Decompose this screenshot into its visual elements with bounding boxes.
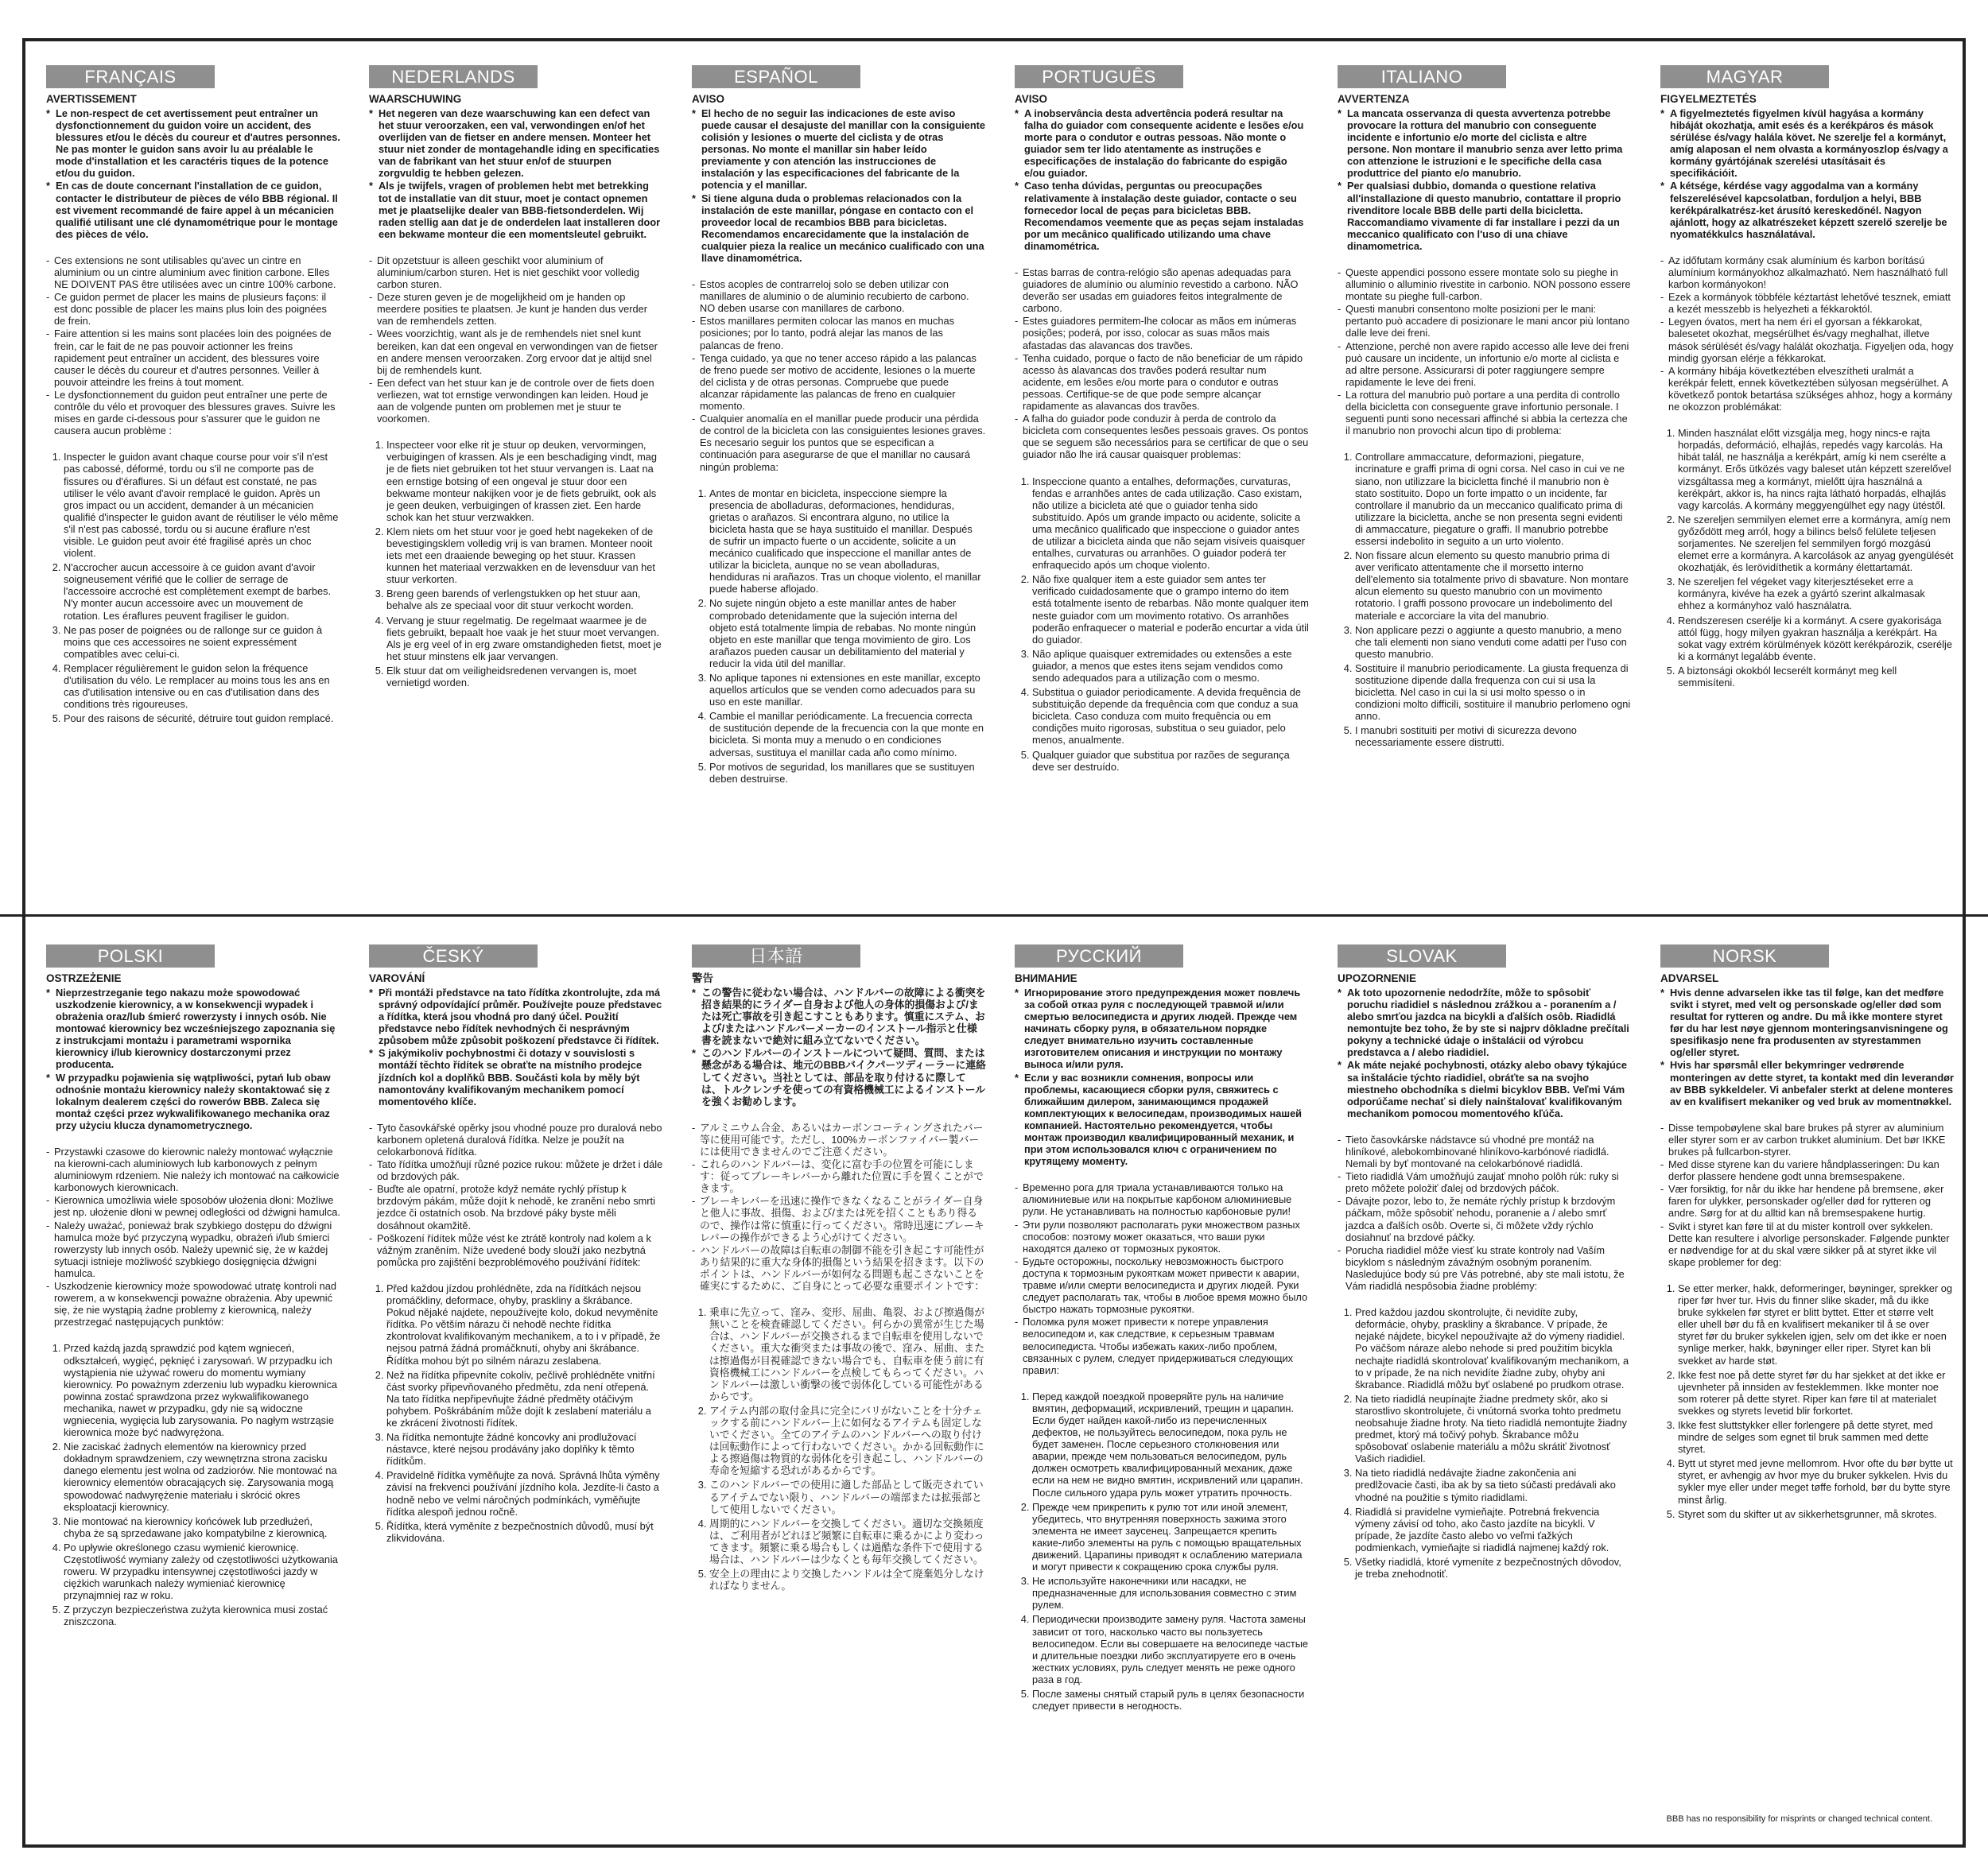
warning-list [1015, 107, 1309, 252]
warning-list [1338, 987, 1632, 1119]
language-title: FRANÇAIS [46, 65, 215, 88]
note-item: - Een defect van het stuur kan je de controle over de fiets doen verliezen, wat tot ernstige verwondingen kan leiden. Houd je aan de volgende punten om problemen met je stuur te voorkomen. [369, 377, 663, 425]
note-item: - これらのハンドルバーは、変化に富む手の位置を可能にします：従ってブレーキレバーから離れた位置に手を置くことができます。 [692, 1158, 986, 1194]
language-title: NEDERLANDS [369, 65, 538, 88]
note-item: - Vær forsiktig, for når du ikke har hendene på bremsene, øker faren for ulykker, personskader og/eller død for rytteren og andre. Sørg for at du alltid kan nå bremsespakene hurtig. [1660, 1183, 1955, 1219]
note-item: - Disse tempobøylene skal bare brukes på styrer av aluminium eller styrer som er av carbon trukket aluminium. Det bør IKKE brukes på fullcarbon-styrer. [1660, 1122, 1955, 1158]
warning-item: * Если у вас возникли сомнения, вопросы или проблемы, касающиеся сборки руля, свяжитесь с ближайшим дилером, занимающимся продажей комплектующих к велосипедам, производимых нашей компанией. Настоятельно рекомендуется, чтобы монтаж производил квалифицированный механик, и при этом использовался ключ с ограничением по крутящему моменту. [1015, 1072, 1309, 1168]
warning-item: * Per qualsiasi dubbio, domanda o questione relativa all'installazione di questo manubrio, contattare il proprio rivenditore locale BBB delle parti della bicicletta. Raccomandiamo vivamente di far installare i pezzi da un meccanico qualificato con l'uso di una chiave dinamometrica. [1338, 180, 1632, 252]
note-item: - Attenzione, perché non avere rapido accesso alle leve dei freni può causare un incidente, un infortunio e/o morte al ciclista e ad altre persone. Assicurarsi di poter raggiungere sempre rapidamente le leve dei freni. [1338, 340, 1632, 388]
language-section [369, 944, 663, 1819]
language-section [1660, 944, 1955, 1819]
instruction-step: 4. Периодически производите замену руля. Частота замены зависит от того, насколько часто вы пользуетесь велосипедом. Если вы совершаете на велосипеде частые и длительные поездки либо эксплуатируете его в очень жестких условиях, руль следует менять не реже одного раза в год. [1032, 1613, 1309, 1685]
note-item: - Tenga cuidado, ya que no tener acceso rápido a las palancas de freno puede ser motivo de accidente, lesiones o la muerte del ciclista y de otras personas. Compruebe que puede alcanzar rápidamente las palancas de freno en cualquier momento. [692, 352, 986, 412]
warning-item: * Hvis har spørsmål eller bekymringer vedrørende monteringen av dette styret, ta kontakt med din leverandør av BBB sykkeldeler. Vi anbefaler sterkt at delene monteres av en kvalifisert mekaniker og ved bruk av momentnøkkel. [1660, 1059, 1955, 1107]
note-item: - Estos manillares permiten colocar las manos en muchas posiciones; por lo tanto, podrá alejar las manos de las palancas de freno. [692, 315, 986, 351]
warning-list [46, 107, 340, 240]
instruction-steps [692, 487, 986, 785]
instruction-step: 3. Na tieto riadidlá nedávajte žiadne zakončenia ani predlžovacie časti, iba ak by sa tieto súčasti predávali ako vhodné na použitie s týmito riadidlami. [1355, 1467, 1632, 1503]
note-item: - Ezek a kormányok többféle kéztartást lehetővé tesznek, emiatt a kezét messzebb is helyezheti a fékkaroktól. [1660, 291, 1955, 315]
instruction-step: 3. Non applicare pezzi o aggiunte a questo manubrio, a meno che tali elementi non siano venduti come adatti per l'uso con questo manubrio. [1355, 624, 1632, 660]
warning-heading: VAROVÁNÍ [369, 972, 425, 984]
note-item: - Tenha cuidado, porque o facto de não beneficiar de um rápido acesso às alavancas dos travões poderá resultar num acidente, em lesões e/ou morte para o condutor e outras pessoas. Certifique-se de que pode sempre alcançar rapidamente as alavancas dos travões. [1015, 352, 1309, 412]
instruction-steps [46, 1342, 340, 1627]
language-section [1338, 944, 1632, 1819]
warning-item: * El hecho de no seguir las indicaciones de este aviso puede causar el desajuste del manillar con la consiguiente colisión y lesiones o muerte del ciclista y de otras personas. No monte el manillar sin haber leído previamente y con atención las instrucciones de instalación y las especificaciones del fabricante de la potencia y el manillar. [692, 107, 986, 192]
note-item: - Tieto časovkárske nádstavce sú vhodné pre montáž na hliníkové, alebokombinované hliníkovo-karbónové riadidlá. Nemali by byť montované na celokarbónové riadidlá. [1338, 1134, 1632, 1169]
bottom-language-row [46, 944, 1955, 1819]
instruction-step: 1. Před každou jízdou prohlédněte, zda na řídítkách nejsou promáčkliny, deformace, ohyby, praskliny a škrábance. Pokud nějaké najdete, nepoužívejte kolo, dokud nevyměníte řídítka. Po větším nárazu či nehodě nechte řídítka zkontrolovat kvalifikovaným mechanikem, a to i v případě, že nejsou patrná žádná promáčknutí, ohyby ani škrábance. Řídítka mohou být po silném nárazu zeslabena. [386, 1282, 663, 1367]
instruction-steps [692, 1306, 986, 1592]
notes-list [1338, 266, 1632, 436]
note-item: - Wees voorzichtig, want als je de remhendels niet snel kunt bereiken, kan dat een ongeval en verwondingen van de fietser en andere mensen veroorzaken. Zorg ervoor dat je altijd snel bij de remhendels kunt. [369, 328, 663, 375]
warning-item: * Caso tenha dúvidas, perguntas ou preocupações relativamente à instalação deste guiador, contacte o seu fornecedor local de peças para bicicletas BBB. Recomendamos veemente que as peças sejam instaladas por um mecânico qualificado utilizando uma chave dinamométrica. [1015, 180, 1309, 252]
warning-heading: AVISO [692, 92, 725, 105]
note-item: - Cualquier anomalía en el manillar puede producir una pérdida de control de la bicicleta con las consiguientes lesiones graves. Es necesario seguir los puntos que se especifican a continuación para asegurarse de que el manillar no causará ningún problema: [692, 413, 986, 472]
note-item: - Tato řídítka umožňují různé pozice rukou: můžete je držet i dále od brzdových pák. [369, 1158, 663, 1182]
warning-item: * Le non-respect de cet avertissement peut entraîner un dysfonctionnement du guidon voire un accident, des blessures et/ou le décès du coureur et d'autres personnes. Ne pas monter le guidon sans avoir lu au préalable le mode d'installation et les caractéris tiques de la potence et/ou du guidon. [46, 107, 340, 180]
instruction-step: 2. Na tieto riadidlá neupínajte žiadne predmety skôr, ako si starostlivo skontrolujete, či vnútorná svorka tohto predmetu neobsahuje žiadne hroty. Na tieto riadidlá nemontujte žiadny predmet, ktorý má točivý pohyb. Škrabance môžu spôsobovať oslabenie materiálu a môžu skrátiť životnosť Vašich riadidiel. [1355, 1393, 1632, 1465]
instruction-steps [1660, 1282, 1955, 1520]
instruction-step: 1. Antes de montar en bicicleta, inspeccione siempre la presencia de abolladuras, deformaciones, hendiduras, grietas o arañazos. Si encontrara alguno, no utilice la bicicleta hasta que se haya sustituido el manillar. Después de sufrir un impacto fuerte o un accidente, solicite a un mecánico cualificado que inspeccione el manillar antes de utilizar la bicicleta, aunque no se vean abolladuras, hendiduras ni arañazos. Tras un choque violento, el manillar puede haberse aflojado. [709, 487, 986, 595]
note-item: - Estas barras de contra-relógio são apenas adequadas para guiadores de alumínio ou alumínio revestido a carbono. NÃO deverão ser usadas em guiadores feitos integralmente de carbono. [1015, 266, 1309, 314]
instruction-step: 3. Не используйте наконечники или насадки, не предназначенные для использования совместно с этим рулем. [1032, 1575, 1309, 1611]
instruction-steps [1338, 1306, 1632, 1580]
note-item: - A kormány hibája következtében elveszítheti uralmát a kerékpár felett, ennek következtében súlyosan megsérülhet. A következő pontok betartása szükséges ahhoz, hogy a kormány ne okozzon problémákat: [1660, 365, 1955, 413]
warning-item: * Při montáži představce na tato řídítka zkontrolujte, zda má správný odpovídající průměr. Používejte pouze představec a řídítka, která jsou vhodná pro daný účel. Použití představce nebo řídítek nevhodných či nesprávným způsobem může způsobit poškození představce či řídítek. [369, 987, 663, 1046]
instruction-step: 1. Inspeccione quanto a entalhes, deformações, curvaturas, fendas e arranhões antes de cada utilização. Caso existam, não utilize a bicicleta até que o guiador tenha sido substituído. Após um grande impacto ou acidente, solicite a uma mecânico qualificado que inspeccione o guiador antes de utilizar a bicicleta ainda que não sejam visíveis quaisquer entalhes, curvaturas ou arranhões. O guiador poderá ter enfraquecido após um choque violento. [1032, 475, 1309, 572]
note-item: - Эти рули позволяют располагать руки множеством разных способов: поэтому может оказаться, что ваши руки находятся далеко от тормозных рукояток. [1015, 1219, 1309, 1255]
language-section [1015, 65, 1309, 884]
warning-item: * Het negeren van deze waarschuwing kan een defect van het stuur veroorzaken, een val, verwondingen en/of het overlijden van de fietser en andere mensen. Monteer het stuur niet zonder de montagehandle iding en specificaties van de fabrikant van het stuur en/of de stuurpen zorgvuldig te hebben gelezen. [369, 107, 663, 180]
language-section [692, 944, 986, 1819]
instruction-step: 5. Styret som du skifter ut av sikkerhetsgrunner, må skrotes. [1678, 1508, 1955, 1520]
warning-item: * A figyelmeztetés figyelmen kívül hagyása a kormány hibáját okozhatja, amit esés és a kerékpáros és mások sérülése és/vagy halála követ. Ne szerelje fel a kormányt, amíg alaposan el nem olvasta a kormányoszlop és/vagy a kormány gyártójának szerelési utasításait és specifikációit. [1660, 107, 1955, 180]
instruction-step: 5. I manubri sostituiti per motivi di sicurezza devono necessariamente essere distrutti. [1355, 724, 1632, 748]
note-item: - A falha do guiador pode conduzir à perda de controlo da bicicleta com consequentes lesões pessoais graves. Os pontos que se seguem são necessários para se certificar de que o seu guiador não lhe irá causar quaisquer problemas: [1015, 413, 1309, 460]
language-title: POLSKI [46, 944, 215, 968]
warning-item: * この警告に従わない場合は、ハンドルバーの故障による衝突を招き結果的にライダー自身および他人の身体的損傷および/または死亡事故を引き起こすこともあります。慎重にステム、および/またはハンドルバーメーカーのインストール指示と仕様書を読まないで絶対に組み立てないでください。 [692, 987, 986, 1046]
language-title: ITALIANO [1338, 65, 1506, 88]
instruction-step: 3. このハンドルバーでの使用に適した部品として販売されているアイテムでない限り、ハンドルバーの端部または拡張部として使用しないでください。 [709, 1479, 986, 1515]
note-item: - Поломка руля может привести к потере управления велосипедом и, как следствие, к серьезным травмам велосипедиста. Чтобы избежать каких-либо проблем, связанных с рулем, следует придерживаться следующих правил: [1015, 1316, 1309, 1375]
instruction-step: 5. Pour des raisons de sécurité, détruire tout guidon remplacé. [64, 712, 340, 724]
section-divider [0, 914, 1988, 917]
language-section [692, 65, 986, 884]
instruction-steps [1660, 427, 1955, 688]
note-item: - Svikt i styret kan føre til at du mister kontroll over sykkelen. Dette kan resultere i alvorlige personskader. Følgende punkter er nødvendige for at du skal være sikker på at styret ikke vil skape problemer for deg: [1660, 1220, 1955, 1268]
instruction-step: 4. Pravidelně řídítka vyměňujte za nová. Správná lhůta výměny závisí na frekvenci používání jízdního kola. Jezdíte-li často a hodně nebo ve velmi náročných podmínkách, vyměňujte řídítka alespoň jednou ročně. [386, 1469, 663, 1517]
warning-item: * Игнорирование этого предупреждения может повлечь за собой отказ руля с последующей травмой и/или смертью велосипедиста и других людей. Прежде чем начинать сборку руля, в обязательном порядке следует внимательно изучить составленные изготовителем описания и инструкции по монтажу выноса и/или руля. [1015, 987, 1309, 1071]
language-title: PORTUGUÊS [1015, 65, 1183, 88]
notes-list [369, 254, 663, 425]
instruction-step: 3. Nie montować na kierownicy końcówek lub przedłużeń, chyba że są sprzedawane jako kompatybilne z kierownicą. [64, 1515, 340, 1539]
instruction-step: 2. Não fixe qualquer item a este guiador sem antes ter verificado cuidadosamente que o grampo interno do item está totalmente isento de rebarbas. Não monte qualquer item neste guiador com um movimento rotativo. Os arranhões poderão enfraquecer o material e poderão encurtar a vida útil do guiador. [1032, 573, 1309, 646]
note-item: - Tieto riadidlá Vám umožňujú zaujať mnoho polôh rúk: ruky si preto môžete položiť ďalej od brzdových páčok. [1338, 1170, 1632, 1194]
note-item: - ハンドルバーの故障は自転車の制御不能を引き起こす可能性があり結果的に重大な身体的損傷という結果を招きます。以下のポイントは、ハンドルバーが如何なる問題も起こさないことを確実にするために、ご自身にとって必要な重要ポイントです： [692, 1244, 986, 1292]
warning-item: * Ak toto upozornenie nedodržíte, môže to spôsobiť poruchu riadidiel s následnou zrážkou a - poranením a / alebo smrťou jazdca na bicykli a ďalších osôb. Riadidlá nemontujte bez toho, že by ste si najprv dôkladne prečítali pokyny a technické údaje o inštalácii od výrobcu predstavca a / alebo riadidiel. [1338, 987, 1632, 1059]
warning-item: * このハンドルバーのインストールについて疑問、質問、または懸念がある場合は、地元のBBBバイクパーツディーラーに連絡してください。当社としては、部品を取り付けるに際しては、トルクレンチを使っての有資格機械工によるインストールを強くお勧めします。 [692, 1047, 986, 1107]
instruction-step: 2. アイテム内部の取付金具に完全にバリがないことを十分チェックする前にハンドルバー上に如何なるアイテムも固定しないでください。全てのアイテムのハンドルバーへの取り付けは回転動作によって行わないでください。かかる回転動作による擦過傷は物質的な弱体化を引き起こし、ハンドルバーの寿命を短縮する恐れがあるからです。 [709, 1405, 986, 1477]
instruction-step: 3. Não aplique quaisquer extremidades ou extensões a este guiador, a menos que estes itens sejam vendidos como sendo adequados para a utilização com o mesmo. [1032, 648, 1309, 684]
note-item: - Questi manubri consentono molte posizioni per le mani: pertanto può accadere di posizionare le mani ancor più lontano dalle leve dei freni. [1338, 303, 1632, 339]
language-title: NORSK [1660, 944, 1829, 968]
notes-list [1015, 1181, 1309, 1376]
instruction-step: 5. Qualquer guiador que substitua por razões de segurança deve ser destruído. [1032, 749, 1309, 773]
instruction-step: 5. Řídítka, která vyměníte z bezpečnostních důvodů, musí být zlikvidována. [386, 1520, 663, 1544]
warning-list [692, 987, 986, 1107]
note-item: - Tyto časovkářské opěrky jsou vhodné pouze pro duralová nebo karbonem opletená duralová řídítka. Nelze je použít na celokarbonová řídítka. [369, 1122, 663, 1158]
note-item: - Legyen óvatos, mert ha nem éri el gyorsan a fékkarokat, balesetet okozhat, megsérülhet és/vagy meghalhat, illetve mások sérülését és/vagy halálát okozhatja. Figyeljen oda, hogy mindig gyorsan elérje a fékkarokat. [1660, 316, 1955, 363]
warning-list [369, 107, 663, 240]
warning-heading: ADVARSEL [1660, 972, 1719, 984]
instruction-step: 4. Cambie el manillar periódicamente. La frecuencia correcta de sustitución depende de la frecuencia con la que monte en bicicleta. Si monta muy a menudo o en condiciones adversas, sustituya el manillar cada año como mínimo. [709, 710, 986, 758]
instruction-steps [369, 1282, 663, 1544]
note-item: - Dit opzetstuur is alleen geschikt voor aluminium of aluminium/carbon sturen. Het is niet geschikt voor volledig carbon sturen. [369, 254, 663, 290]
warning-list [46, 987, 340, 1131]
note-item: - Porucha riadidiel môže viesť ku strate kontroly nad Vaším bicyklom s následným závažným osobným poranením. Nasledujúce body sú pre Vás potrebné, aby ste mali istotu, že Vám riadidlá nespôsobia žiadne problémy: [1338, 1244, 1632, 1292]
language-title: ČESKÝ [369, 944, 538, 968]
instruction-step: 5. Elk stuur dat om veiligheidsredenen vervangen is, moet vernietigd worden. [386, 665, 663, 688]
instruction-steps [1015, 475, 1309, 773]
language-section [369, 65, 663, 884]
instruction-step: 2. Nie zaciskać żadnych elementów na kierownicy przed dokładnym sprawdzeniem, czy wewnętrzna strona zacisku danego elementu jest wolna od zadziorów. Nie montować na kierownicy elementów obracających się. Zarysowania mogą spowodować nadwyrężenie materiału i skrócić okres eksploatacji kierownicy. [64, 1441, 340, 1513]
instruction-step: 2. Klem niets om het stuur voor je goed hebt nagekeken of de bevestigingsklem volledig vrij is van bramen. Monteer nooit iets met een draaiende beweging op het stuur. Krassen kunnen het materiaal verzwakken en de levensduur van het stuur verkorten. [386, 526, 663, 585]
instruction-step: 4. Rendszeresen cserélje ki a kormányt. A csere gyakorisága attól függ, hogy milyen gyakran használja a kerékpárt. Ha sokat vagy extrém körülmények között kerékpározik, cserélje ki a kormányt legalább évente. [1678, 615, 1955, 662]
instruction-step: 2. No sujete ningún objeto a este manillar antes de haber comprobado detenidamente que la sujeción interna del objeto está totalmente limpia de rebabas. No monte ningún objeto en este manillar que tenga movimiento de giro. Los arañazos pueden causar un debilitamiento del material y reducir la vida útil del manillar. [709, 597, 986, 669]
warning-heading: FIGYELMEZTETÉS [1660, 92, 1757, 105]
warning-heading: UPOZORNENIE [1338, 972, 1417, 984]
instruction-step: 4. Substitua o guiador periodicamente. A devida frequência de substituição depende da frequência com que conduz a sua bicicleta. Caso conduza com muito frequência ou em condições muito rigorosas, substitua o seu guiador, pelo menos, anualmente. [1032, 686, 1309, 746]
instruction-step: 2. Non fissare alcun elemento su questo manubrio prima di aver verificato attentamente che il morsetto interno dell'elemento sia totalmente privo di sbavature. Non montare alcun elemento su questo manubrio con un movimento rotatorio. I graffi possono provocare un indebolimento del materiale e accorciare la vita del manubrio. [1355, 549, 1632, 622]
instruction-step: 4. Riadidlá si pravidelne vymieňajte. Potrebná frekvencia výmeny závisí od toho, ako často jazdíte na bicykli. V prípade, že jazdíte často alebo vo veľmi ťažkých podmienkach, vymieňajte si riadidlá najmenej každý rok. [1355, 1506, 1632, 1553]
instruction-step: 5. 安全上の理由により交換したハンドルは全て廃棄処分しなければなりません。 [709, 1568, 986, 1592]
instruction-step: 3. Ne pas poser de poignées ou de rallonge sur ce guidon à moins que ces accessoires ne soient expressément compatibles avec celui-ci. [64, 624, 340, 660]
footer-disclaimer: BBB has no responsibility for misprints or changed technical content. [1666, 1814, 1932, 1824]
note-item: - アルミニウム合金、あるいはカーボンコーティングされたバー等に使用可能です。ただし、100%カーボンファイバー製バーには使用できませんのでご注意ください。 [692, 1122, 986, 1158]
instruction-steps [46, 451, 340, 724]
note-item: - Dávajte pozor, lebo to, že nemáte rýchly prístup k brzdovým páčkam, môže spôsobiť nehodu, poranenie a / alebo smrť jazdca a ďalších osôb. Overte si, či môžete vždy rýchlo dosiahnuť na brzdové páčky. [1338, 1195, 1632, 1243]
notes-list [692, 1122, 986, 1292]
language-title: 日本語 [692, 944, 860, 968]
instruction-step: 4. Bytt ut styret med jevne mellomrom. Hvor ofte du bør bytte ut styret, er avhengig av hvor mye du bruker sykkelen. Hvis du sykler mye eller under meget tøffe forhold, bør du bytte styre minst årlig. [1678, 1457, 1955, 1505]
instruction-step: 1. Minden használat előtt vizsgálja meg, hogy nincs-e rajta horpadás, deformáció, elhajlás, repedés vagy karcolás. Ha hibát talál, ne használja a kerékpárt, amíg ki nem cserélte a kormányt. Erős ütközés vagy baleset után képzett szerelővel vizsgáltassa meg a kormányt, mielőtt újra használná a kerékpárt, akkor is, ha nincs rajta látható horpadás, elhajlás vagy karcolás. A kormány meggyengülhet egy nagy ütéstől. [1678, 427, 1955, 511]
warning-list [369, 987, 663, 1107]
instruction-step: 2. N'accrocher aucun accessoire à ce guidon avant d'avoir soigneusement vérifié que le collier de serrage de l'accessoire accroché est complètement exempt de barbes. N'y monter aucun accessoire avec un mouvement de rotation. Les éraflures peuvent fragiliser le guidon. [64, 561, 340, 621]
warning-list [1338, 107, 1632, 252]
instruction-step: 1. Inspecter le guidon avant chaque course pour voir s'il n'est pas cabossé, déformé, tordu ou s'il ne comporte pas de fissures ou d'éraflures. Si un défaut est constaté, ne pas utiliser le vélo avant d'avoir remplacé le guidon. Après un gros impact ou un accident, demander à un mécanicien qualifié d'inspecter le guidon avant de réutiliser le vélo même s'il n'est pas cabossé, tordu ou si aucune éraflure n'est visible. Le guidon peut avoir été fragilisé après un choc violent. [64, 451, 340, 559]
warning-list [1015, 987, 1309, 1167]
top-language-row [46, 65, 1955, 884]
notes-list [46, 1146, 340, 1328]
instruction-step: 5. Z przyczyn bezpieczeństwa zużyta kierownica musi zostać zniszczona. [64, 1604, 340, 1627]
warning-heading: AVERTISSEMENT [46, 92, 137, 105]
warning-list [1660, 107, 1955, 240]
warning-item: * A kétsége, kérdése vagy aggodalma van a kormány felszerelésével kapcsolatban, forduljon a helyi, BBB kerékpáralkatrész-ket árusító kereskedőnél. Nagyon ajánlott, hogy az alkatrészeket képzett szerelő szerelje be nyomatékkulcs használatával. [1660, 180, 1955, 239]
language-section [46, 65, 340, 884]
note-item: - Estos acoples de contrarreloj solo se deben utilizar con manillares de aluminio o de aluminio recubierto de carbono. NO deben usarse con manillares de carbono. [692, 278, 986, 314]
instruction-step: 3. No aplique tapones ni extensiones en este manillar, excepto aquellos artículos que se venden como adecuados para su uso en este manillar. [709, 672, 986, 708]
language-section [1015, 944, 1309, 1819]
warning-list [692, 107, 986, 264]
instruction-step: 2. Прежде чем прикрепить к рулю тот или иной элемент, убедитесь, что внутренняя поверхность зажима этого элемента не имеет заусенец. Запрещается крепить какие-либо элементы на руль с помощью вращательных движений. Царапины приводят к ослаблению материала и могут привести к сокращению срока службы руля. [1032, 1501, 1309, 1573]
notes-list [1660, 1122, 1955, 1268]
note-item: - Faire attention si les mains sont placées loin des poignées de frein, car le fait de ne pas pouvoir actionner les freins rapidement peut entraîner un accident, des blessures voire causer le décès du coureur et d'autres personnes. Veiller à pouvoir atteindre les freins à tout moment. [46, 328, 340, 387]
warning-heading: OSTRZEŻENIE [46, 972, 122, 984]
instruction-step: 4. 周期的にハンドルバーを交換してください。適切な交換頻度は、ご利用者がどれほど頻繁に自転車に乗るかにより変わってきます。頻繁に乗る場合もしくは過酷な条件下で使用する場合は、ハンドルバーは少なくとも毎年交換してください。 [709, 1518, 986, 1565]
notes-list [46, 254, 340, 436]
language-section [1338, 65, 1632, 884]
instruction-steps [1338, 451, 1632, 748]
note-item: - Будьте осторожны, поскольку невозможность быстрого доступа к тормозным рукояткам может привести к аварии, травме и/или смерти велосипедиста и других людей. Руки следует располагать так, чтобы в любое время можно было быстро нажать тормозные рукоятки. [1015, 1255, 1309, 1315]
warning-list [1660, 987, 1955, 1107]
note-item: - Estes guiadores permitem-lhe colocar as mãos em inúmeras posições; poderá, por isso, colocar as suas mãos mais afastadas das alavancas dos travões. [1015, 315, 1309, 351]
warning-item: * Ak máte nejaké pochybnosti, otázky alebo obavy týkajúce sa inštalácie týchto riadidiel, obráťte sa na svojho miestneho obchodníka s dielmi bicyklov BBB. Veľmi Vám odporúčame nechať si diely nainštalovať kvalifikovaným mechanikom pomocou momentového kľúča. [1338, 1059, 1632, 1119]
instruction-step: 4. Remplacer régulièrement le guidon selon la fréquence d'utilisation du vélo. Le remplacer au moins tous les ans en cas d'utilisation intensive ou en cas d'utilisation dans des conditions très rigoureuses. [64, 662, 340, 710]
instruction-steps [1015, 1390, 1309, 1712]
instruction-step: 3. Na řídítka nemontujte žádné koncovky ani prodlužovací nástavce, které nejsou prodávány jako doplňky k těmto řídítkům. [386, 1431, 663, 1467]
warning-heading: ВНИМАНИЕ [1015, 972, 1077, 984]
instruction-step: 4. Vervang je stuur regelmatig. De regelmaat waarmee je de fiets gebruikt, bepaalt hoe vaak je het stuur moet vervangen. Als je erg veel of in erg zware omstandigheden fietst, moet je het stuur minstens elk jaar vervangen. [386, 615, 663, 662]
warning-item: * S jakýmikoliv pochybnostmi či dotazy v souvislosti s montáží těchto řídítek se obraťte na místního prodejce jízdních kol a doplňků BBB. Součásti kola by měly být namontovány kvalifikovaným mechanikem pomocí momentového klíče. [369, 1047, 663, 1107]
note-item: - Przystawki czasowe do kierownic należy montować wyłącznie na kierowni-cach aluminiowych lub karbonowych z pełnym aluminiowym rdzeniem. Nie należy ich montować na całkowicie karbonowych kierownicach. [46, 1146, 340, 1193]
instruction-step: 5. После замены снятый старый руль в целях безопасности следует привести в негодность. [1032, 1688, 1309, 1712]
language-section [46, 944, 340, 1819]
note-item: - Временно рога для триала устанавливаются только на алюминиевые или на покрытые карбоном алюминиевые рули. Не устанавливать на полностью карбоновые рули! [1015, 1181, 1309, 1217]
warning-item: * La mancata osservanza di questa avvertenza potrebbe provocare la rottura del manubrio con conseguente incidente e infortunio e/o morte del ciclista e altre persone. Non montare il manubrio senza aver letto prima con attenzione le istruzioni e le specifiche della casa produttrice del pianto e/o manubrio. [1338, 107, 1632, 180]
warning-item: * A inobservância desta advertência poderá resultar na falha do guiador com consequente acidente e lesões e/ou morte para o condutor e outras pessoas. Não monte o guiador sem ter lido atentamente as instruções e especificações de instalação do fabricante do espigão e/ou guiador. [1015, 107, 1309, 180]
instruction-step: 1. Controllare ammaccature, deformazioni, piegature, incrinature e graffi prima di ogni corsa. Nel caso in cui ve ne siano, non utilizzare la bicicletta finché il manubrio non è stato sostituito. Dopo un forte impatto o un incidente, far controllare il manubrio da un meccanico qualificato prima di utilizzare la bicicletta, anche se non presenta segni evidenti di ammaccature, piegature o graffi. Il manubrio potrebbe essersi indebolito in seguito a un urto violento. [1355, 451, 1632, 547]
instruction-step: 4. Po upływie określonego czasu wymienić kierownicę. Częstotliwość wymiany zależy od częstotliwości użytkowania roweru. W przypadku intensywnej częstotliwości jazdy w ciężkich warunkach należy wymieniać kierownicę przynajmniej raz w roku. [64, 1542, 340, 1601]
language-title: ESPAÑOL [692, 65, 860, 88]
note-item: - Az időfutam kormány csak alumínium és karbon borítású alumínium kormányokhoz alkalmazható. Nem használható full karbon kormányokon! [1660, 254, 1955, 290]
instruction-step: 3. Breng geen barends of verlengstukken op het stuur aan, behalve als ze speciaal voor dit stuur verkocht worden. [386, 588, 663, 611]
note-item: - Queste appendici possono essere montate solo su pieghe in alluminio o alluminio rivestite in carbonio. NON possono essere montate su pieghe full-carbon. [1338, 266, 1632, 302]
instruction-step: 1. Pred každou jazdou skontrolujte, či nevidíte zuby, deformácie, ohyby, praskliny a škrabance. V prípade, že nejaké nájdete, bicykel nepoužívajte až do výmeny riadidiel. Po väčšom náraze alebo nehode si pred použitím bicykla nechajte riadidlá skontrolovať kvalifikovaným mechanikom, a to v prípade, že na nich nevidíte žiadne zuby, ohyby ani škrabance. Riadidlá môžu byť oslabené po prudkom otrase. [1355, 1306, 1632, 1390]
instruction-step: 1. Przed każdą jazdą sprawdzić pod kątem wgnieceń, odkształceń, wygięć, pęknięć i zarysowań. W przypadku ich wystąpienia nie używać roweru do momentu wymiany kierownicy. Po poważnym zderzeniu lub wypadku kierownica powinna zostać sprawdzona przez wykwalifikowanego mechanika, nawet w przypadku, gdy nie są widoczne wgniecenia, wygięcia lub zarysowania. Po nagłym wstrząsie kierownica może być nadwyrężona. [64, 1342, 340, 1438]
warning-heading: WAARSCHUWING [369, 92, 462, 105]
note-item: - Należy uważać, ponieważ brak szybkiego dostępu do dźwigni hamulca może być przyczyną wypadku, obrażeń i/lub śmierci rowerzysty lub innych osób. Należy upewnić się, że w każdej sytuacji istnieje możliwość szybkiego dosięgnięcia dźwigni hamulca. [46, 1220, 340, 1279]
instruction-step: 5. Por motivos de seguridad, los manillares que se sustituyen deben destruirse. [709, 761, 986, 785]
instruction-steps [369, 439, 663, 688]
warning-item: * Hvis denne advarselen ikke tas til følge, kan det medføre svikt i styret, med velt og personskade og/eller død som resultat for rytteren og andre. Du må ikke montere styret før du har lest nøye gjennom monteringsanvisningene og spesifikasjo nene fra produsenten av styrestammen og/eller styret. [1660, 987, 1955, 1059]
note-item: - Deze sturen geven je de mogelijkheid om je handen op meerdere posities te plaatsen. Je kunt je handen dus verder van de remhendels zetten. [369, 291, 663, 327]
warning-item: * Si tiene alguna duda o problemas relacionados con la instalación de este manillar, póngase en contacto con el proveedor local de recambios BBB para bicicletas. Recomendamos encarecidamente que la instalación de cualquier pieza la realice un mecánico cualificado con una llave dinamométrica. [692, 192, 986, 265]
warning-item: * Als je twijfels, vragen of problemen hebt met betrekking tot de installatie van dit stuur, moet je contact opnemen met je plaatselijke dealer van BBB-fietsonderdelen. Wij raden stellig aan dat je de onderdelen laat installeren door een bekwame monteur die een momentsleutel gebruikt. [369, 180, 663, 239]
instruction-step: 2. Ne szereljen semmilyen elemet erre a kormányra, amíg nem győződött meg arról, hogy a bilincs belső felülete teljesen sorjamentes. Ne szereljen fel semmilyen forgó mozgású elemet erre a kormányra. A karcolások az anyag gyengülését okozhatják, és lerövidíthetik a kormány élettartamát. [1678, 514, 1955, 573]
note-item: - Buďte ale opatrní, protože když nemáte rychlý přístup k brzdovým pákám, může dojít k nehodě, ke zranění nebo smrti jezdce či ostatních osob. Na brzdové páky byste měli dosáhnout okamžitě. [369, 1183, 663, 1231]
language-title: SLOVAK [1338, 944, 1506, 968]
warning-item: * W przypadku pojawienia się wątpliwości, pytań lub obaw odnośnie montażu kierownicy należy skontaktować się z lokalnym dealerem części do rowerów BBB. Zaleca się montaż części przez wykwalifikowanego mechanika oraz przy użyciu klucza dynamometrycznego. [46, 1072, 340, 1131]
instruction-step: 3. Ikke fest sluttstykker eller forlengere på dette styret, med mindre de selges som egnet til bruk sammen med dette styret. [1678, 1419, 1955, 1455]
language-section [1660, 65, 1955, 884]
instruction-step: 2. Ikke fest noe på dette styret før du har sjekket at det ikke er ujevnheter på innsiden av festeklemmen. Ikke monter noe som roterer på dette styret. Riper kan føre til at materialet svekkes og styrets levetid blir forkortet. [1678, 1369, 1955, 1417]
warning-heading: AVISO [1015, 92, 1048, 105]
instruction-step: 4. Sostituire il manubrio periodicamente. La giusta frequenza di sostituzione dipende dalla frequenza con cui si usa la bicicletta. Nel caso in cui la si usi molto spesso o in condizioni molto difficili, sostituire il manubrio perlomeno ogni anno. [1355, 662, 1632, 722]
note-item: - Poškození řídítek může vést ke ztrátě kontroly nad kolem a k vážným zraněním. Níže uvedené body slouží jako nezbytná pomůcka pro zajištění bezproblémového používání řídítek: [369, 1232, 663, 1268]
instruction-step: 2. Než na řídítka připevníte cokoliv, pečlivě prohlédněte vnitřní část svorky připevňovaného předmětu, zda není otřepená. Na tato řídítka nepřipevňujte žádné předměty otáčivým pohybem. Poškrábáním může dojít k zeslabení materiálu a ke zkrácení životnosti řídítek. [386, 1369, 663, 1429]
instruction-step: 5. Všetky riadidlá, ktoré vymeníte z bezpečnostných dôvodov, je treba znehodnotiť. [1355, 1556, 1632, 1580]
notes-list [1015, 266, 1309, 461]
warning-heading: 警告 [692, 972, 713, 984]
note-item: - Med disse styrene kan du variere håndplasseringen: Du kan derfor plassere hendene godt unna bremsespakene. [1660, 1158, 1955, 1182]
note-item: - Le dysfonctionnement du guidon peut entraîner une perte de contrôle du vélo et provoquer des blessures graves. Suivre les mises en garde ci-dessous pour s'assurer que le guidon ne causera aucun problème : [46, 389, 340, 436]
note-item: - Ce guidon permet de placer les mains de plusieurs façons: il est donc possible de placer les mains plus loin des poignées de frein. [46, 291, 340, 327]
instruction-step: 1. Inspecteer voor elke rit je stuur op deuken, vervormingen, verbuigingen of krassen. Als je een beschadiging vindt, mag je de fiets niet gebruiken tot het stuur vervangen is. Laat na een ernstige botsing of een ongeval je stuur door een bekwame monteur nakijken voor je de fiets gebruikt, ook als je geen deuken, verbuigingen of krassen ziet. Een harde schok kan het stuur verzwakken. [386, 439, 663, 523]
notes-list [692, 278, 986, 473]
notes-list [1338, 1134, 1632, 1292]
instruction-step: 1. Перед каждой поездкой проверяйте руль на наличие вмятин, деформаций, искривлений, трещин и царапин. Если будет найден какой-либо из перечисленных дефектов, не пользуйтесь велосипедом, пока руль не будет заменен. После серьезного столкновения или аварии, прежде чем пользоваться велосипедом, руль должен осмотреть квалифицированный механик, даже если на нем не видно вмятин, искривлений или царапин. После сильного удара руль может утратить прочность. [1032, 1390, 1309, 1499]
note-item: - Kierownica umożliwia wiele sposobów ułożenia dłoni: Możliwe jest np. ułożenie dłoni w pewnej odległości od dźwigni hamulca. [46, 1194, 340, 1218]
instruction-step: 1. Se etter merker, hakk, deformeringer, bøyninger, sprekker og riper før hver tur. Hvis du finner slike skader, må du ikke bruke sykkelen før styret er blitt byttet. Etter et større velt eller uhell bør du få en kvalifisert mekaniker til å se over styret før du bruker sykkelen igjen, selv om det ikke er noen synlige merker, hakk, bøyninger eller riper. Styret kan bli svekket av harde støt. [1678, 1282, 1955, 1367]
warning-heading: AVVERTENZA [1338, 92, 1410, 105]
language-title: РУССКИЙ [1015, 944, 1183, 968]
note-item: - La rottura del manubrio può portare a una perdita di controllo della bicicletta con conseguente grave infortunio personale. I seguenti punti sono necessari affinché si abbia la certezza che il manubrio non provochi alcun tipo di problema: [1338, 389, 1632, 436]
note-item: - Ces extensions ne sont utilisables qu'avec un cintre en aluminium ou un cintre aluminium avec finition carbone. Elles NE DOIVENT PAS être utilisées avec un cintre 100% carbone. [46, 254, 340, 290]
warning-item: * Nieprzestrzeganie tego nakazu może spowodować uszkodzenie kierownicy, a w konsekwencji wypadek i obrażenia oraz/lub śmierć rowerzysty i innych osób. Nie montować kierownicy bez wcześniejszego zapoznania się z instrukcjami montażu i parametrami wspornika kierownicy i/lub kierownicy dostarczonymi przez producenta. [46, 987, 340, 1071]
instruction-step: 1. 乗車に先立って、窪み、変形、屈曲、亀裂、および擦過傷が無いことを検査確認してください。何らかの異常が生じた場合は、ハンドルバーが交換されるまで自転車を使用しないでください。重大な衝突または事故の後で、窪み、屈曲、または擦過傷が目視確認できない場合でも、自転車を使う前に有資格機械工にハンドルバーを点検してもらってください。ハンドルバーは激しい衝撃の後で弱体化している可能性があるからです。 [709, 1306, 986, 1402]
note-item: - ブレーキレバーを迅速に操作できなくなることがライダー自身と他人に事故、損傷、および/または死を招くこともあり得るので、操作は常に慎重に行ってください。常時迅速にブレーキレバーの操作ができるよう心がけてください。 [692, 1195, 986, 1243]
instruction-step: 5. A biztonsági okokból lecserélt kormányt meg kell semmisíteni. [1678, 665, 1955, 688]
notes-list [1660, 254, 1955, 413]
warning-item: * En cas de doute concernant l'installation de ce guidon, contacter le distributeur de pièces de vélo BBB régional. Il est vivement recommandé de faire appel à un mécanicien qualifié utilisant une clé dynamométrique pour le montage des pièces de vélo. [46, 180, 340, 239]
note-item: - Uszkodzenie kierownicy może spowodować utratę kontroli nad rowerem, a w konsekwencji poważne obrażenia. Aby upewnić się, że nie wystąpią żadne problemy z kierownicą, należy przestrzegać następujących punktów: [46, 1280, 340, 1328]
notes-list [369, 1122, 663, 1268]
language-title: MAGYAR [1660, 65, 1829, 88]
instruction-step: 3. Ne szereljen fel végeket vagy kiterjesztéseket erre a kormányra, kivéve ha ezek a gyártó szerint alkalmasak ehhez a kormányhoz való használatra. [1678, 576, 1955, 611]
